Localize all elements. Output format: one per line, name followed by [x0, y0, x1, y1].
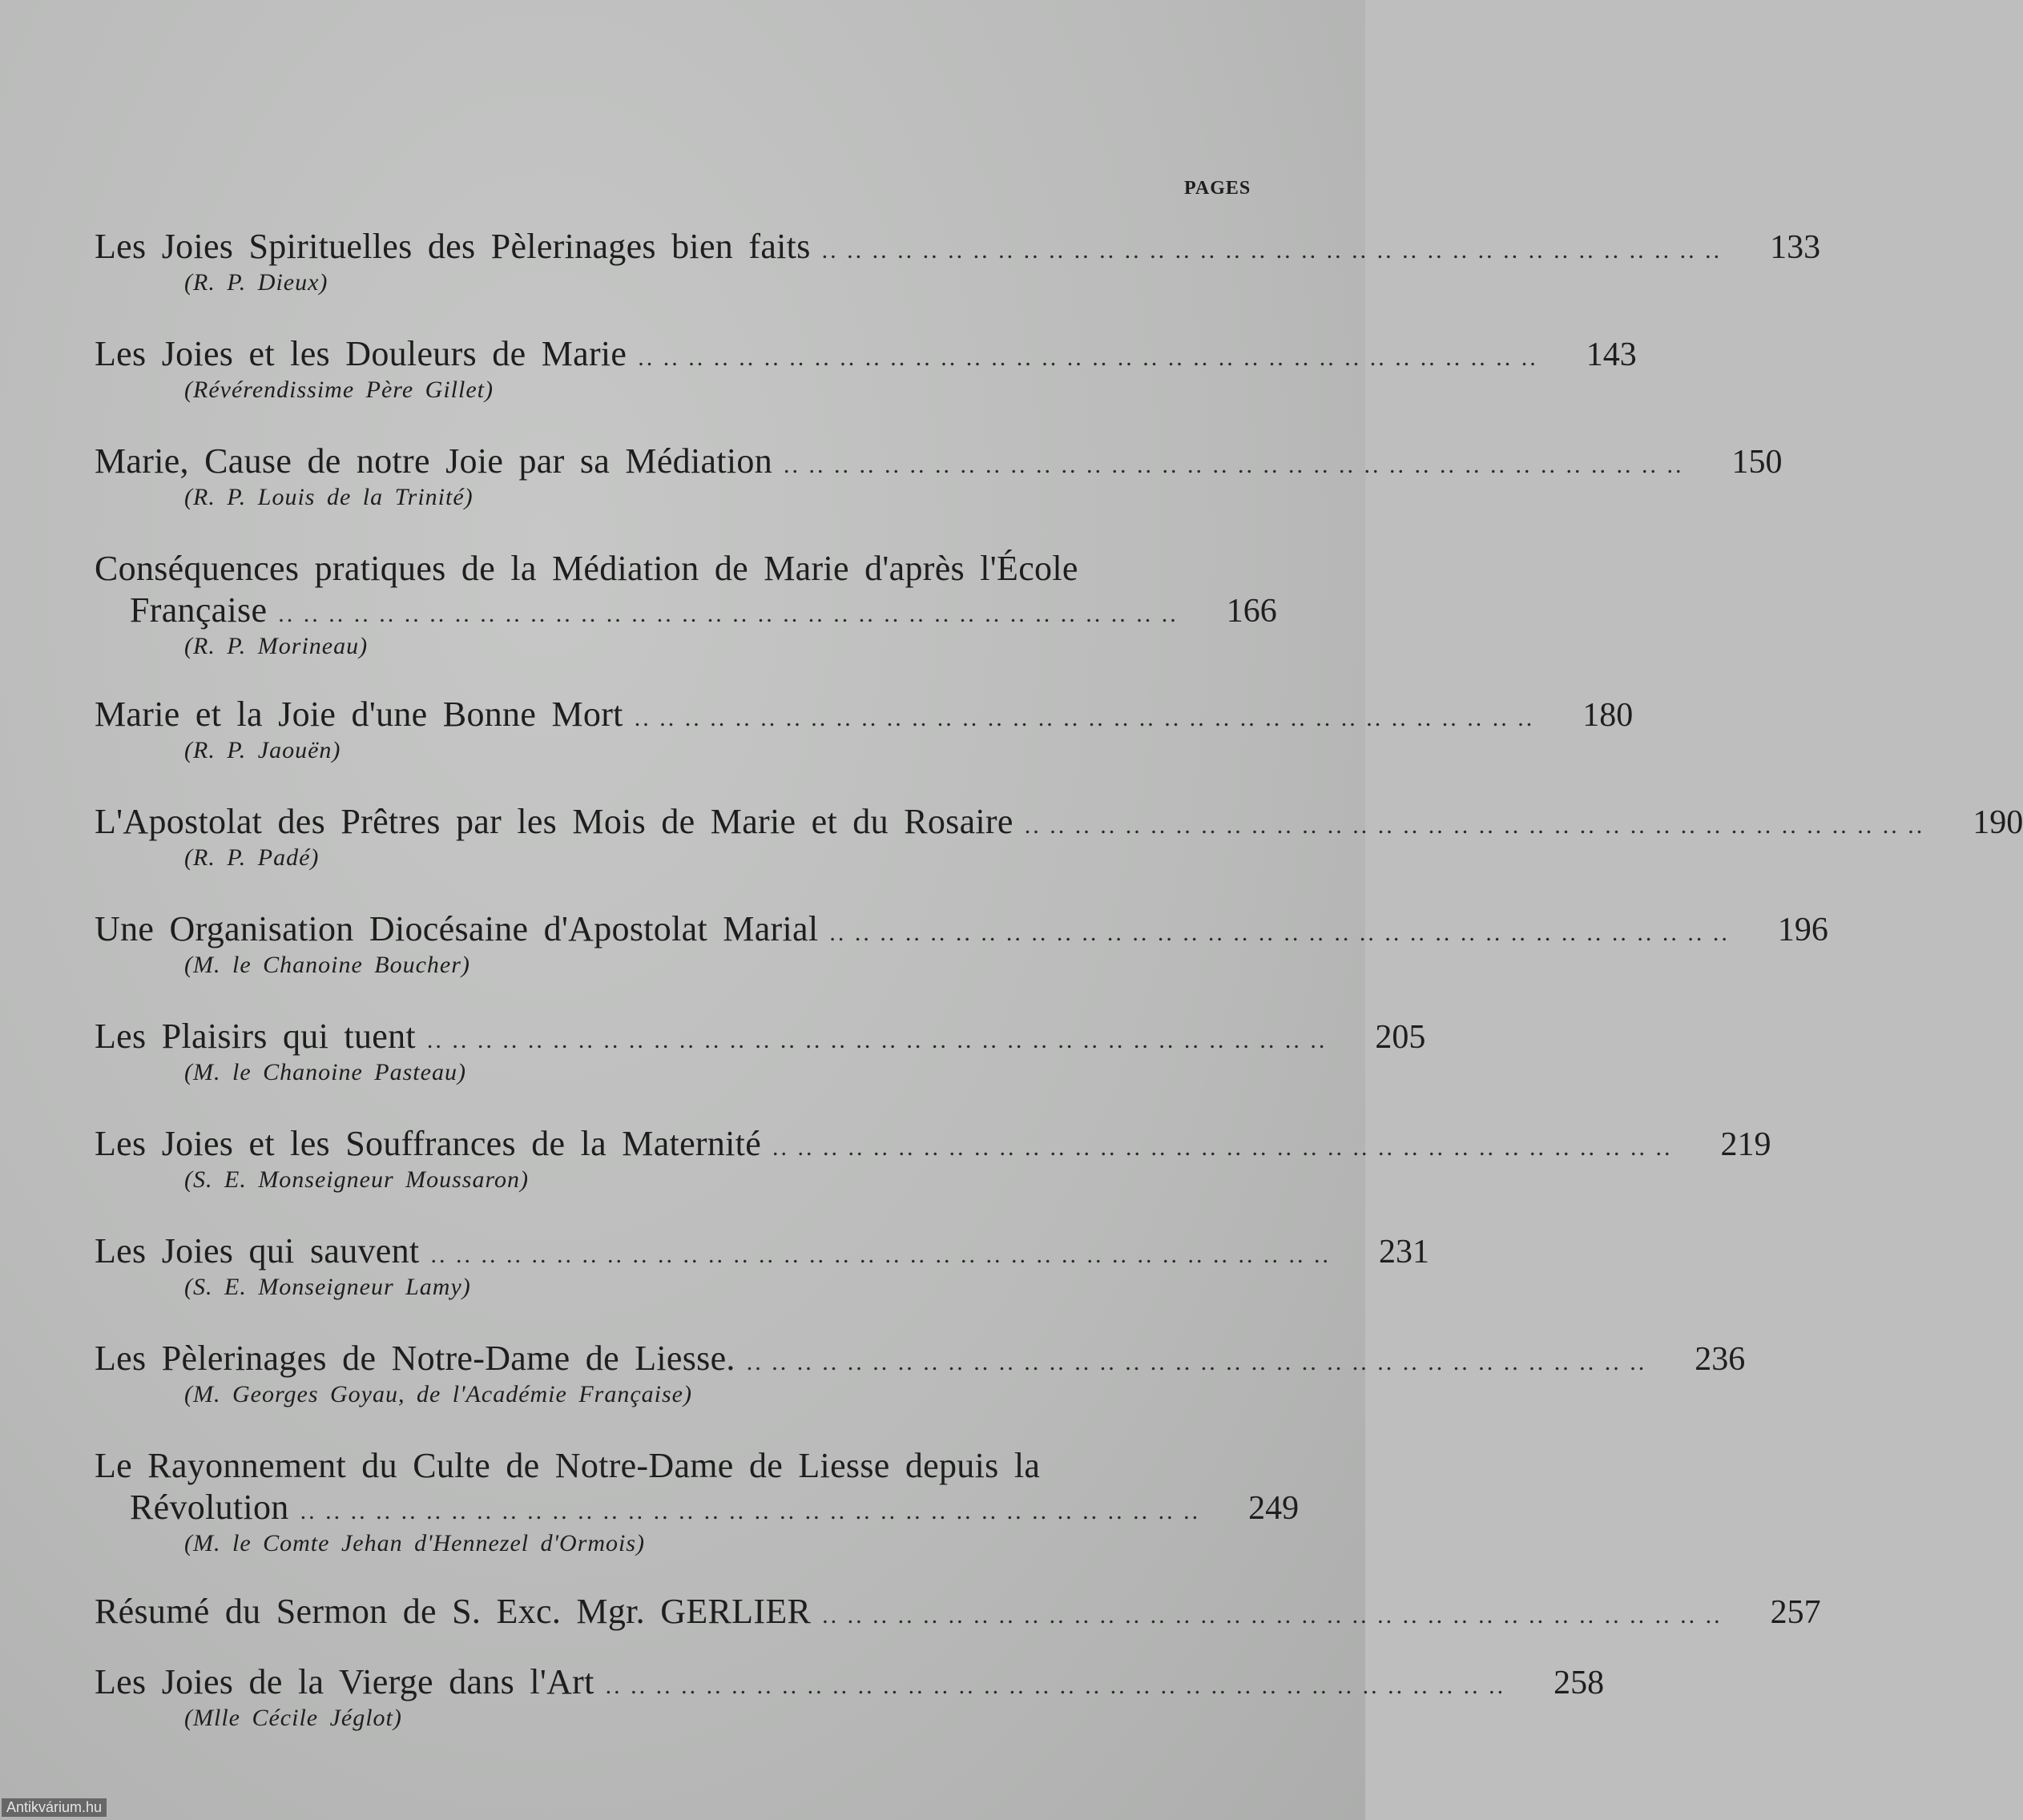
page-number: 258	[1554, 1665, 1605, 1701]
entry-title: Les Joies qui sauvent	[95, 1231, 420, 1270]
entry-title: Les Joies et les Douleurs de Marie	[95, 334, 627, 373]
page-number: 205	[1375, 1019, 1426, 1056]
toc-entry	[95, 908, 1828, 1016]
toc-entry	[95, 226, 1821, 333]
entry-author: (M. le Comte Jehan d'Hennezel d'Ormois)	[184, 1530, 646, 1556]
dot-leader: .. .. .. .. .. .. .. .. .. .. .. .. .. .. .. .. .. .. .. .. .. .. .. .. .. .. .. .. .. .. .. .. .. .. .. ..	[634, 705, 1535, 731]
page-number: 166	[1226, 593, 1277, 630]
page-number: 196	[1777, 912, 1828, 948]
entry-title: Une Organisation Diocésaine d'Apostolat Marial	[95, 909, 819, 948]
entry-title: Les Joies de la Vierge dans l'Art	[95, 1662, 594, 1701]
entry-title: L'Apostolat des Prêtres par les Mois de Marie et du Rosaire	[95, 802, 1014, 841]
toc-entry	[95, 1123, 1771, 1230]
dot-leader: .. .. .. .. .. .. .. .. .. .. .. .. .. .. .. .. .. .. .. .. .. .. .. .. .. .. .. .. .. .. .. .. .. .. .. ..	[821, 237, 1723, 264]
entry-author: (S. E. Monseigneur Moussaron)	[184, 1166, 530, 1193]
dot-leader: .. .. .. .. .. .. .. .. .. .. .. .. .. .. .. .. .. .. .. .. .. .. .. .. .. .. .. .. .. .. .. .. .. .. .. ..	[784, 452, 1684, 478]
entry-author: (M. le Chanoine Pasteau)	[184, 1059, 466, 1085]
dot-leader: .. .. .. .. .. .. .. .. .. .. .. .. .. .. .. .. .. .. .. .. .. .. .. .. .. .. .. .. .. .. .. .. .. .. .. ..	[1024, 812, 1925, 839]
toc-entry	[95, 1016, 1426, 1123]
toc-entry	[95, 1230, 1429, 1338]
page-number: 219	[1720, 1126, 1771, 1163]
entry-title: Marie, Cause de notre Joie par sa Médiation	[95, 441, 772, 481]
dot-leader: .. .. .. .. .. .. .. .. .. .. .. .. .. .. .. .. .. .. .. .. .. .. .. .. .. .. .. .. .. .. .. .. .. .. .. ..	[426, 1027, 1328, 1053]
entry-author: (R. P. Louis de la Trinité)	[184, 484, 474, 510]
pages-column-header: PAGES	[1184, 178, 1251, 199]
dot-leader: .. .. .. .. .. .. .. .. .. .. .. .. .. .. .. .. .. .. .. .. .. .. .. .. .. .. .. .. .. .. .. .. .. .. .. ..	[772, 1134, 1673, 1161]
entry-title: Résumé du Sermon de S. Exc. Mgr. GERLIER	[95, 1592, 812, 1631]
page-number: 231	[1378, 1234, 1429, 1270]
entry-title-line2: Française	[130, 590, 268, 630]
entry-title: Les Plaisirs qui tuent	[95, 1017, 416, 1056]
entry-title: Les Joies Spirituelles des Pèlerinages bien faits	[95, 227, 811, 266]
page-number: 143	[1586, 336, 1637, 373]
page-number: 257	[1770, 1594, 1821, 1631]
dot-leader: .. .. .. .. .. .. .. .. .. .. .. .. .. .. .. .. .. .. .. .. .. .. .. .. .. .. .. .. .. .. .. .. .. .. .. ..	[822, 1602, 1723, 1629]
dot-leader: .. .. .. .. .. .. .. .. .. .. .. .. .. .. .. .. .. .. .. .. .. .. .. .. .. .. .. .. .. .. .. .. .. .. .. ..	[829, 920, 1730, 946]
entry-author: (Révérendissime Père Gillet)	[184, 376, 494, 403]
toc-entry	[95, 694, 1634, 801]
entry-author: (M. le Chanoine Boucher)	[184, 952, 470, 978]
entry-author: (R. P. Dieux)	[184, 269, 328, 296]
toc-entry	[95, 1338, 1746, 1445]
dot-leader: .. .. .. .. .. .. .. .. .. .. .. .. .. .. .. .. .. .. .. .. .. .. .. .. .. .. .. .. .. .. .. .. .. .. .. ..	[300, 1498, 1201, 1524]
page-number: 249	[1248, 1490, 1300, 1527]
entry-author: (S. E. Monseigneur Lamy)	[184, 1274, 471, 1300]
page-number: 190	[1973, 804, 2023, 841]
toc-entry	[95, 333, 1637, 441]
entry-title-line1: Le Rayonnement du Culte de Notre-Dame de Liesse depuis la	[95, 1446, 1041, 1485]
entry-author: (M. Georges Goyau, de l'Académie Française)	[184, 1381, 692, 1407]
table-of-contents	[95, 226, 2023, 1769]
entry-title: Marie et la Joie d'une Bonne Mort	[95, 695, 623, 734]
toc-entry	[95, 441, 1783, 548]
dot-leader: .. .. .. .. .. .. .. .. .. .. .. .. .. .. .. .. .. .. .. .. .. .. .. .. .. .. .. .. .. .. .. .. .. .. .. ..	[638, 344, 1538, 371]
dot-leader: .. .. .. .. .. .. .. .. .. .. .. .. .. .. .. .. .. .. .. .. .. .. .. .. .. .. .. .. .. .. .. .. .. .. .. ..	[605, 1673, 1506, 1699]
dot-leader: .. .. .. .. .. .. .. .. .. .. .. .. .. .. .. .. .. .. .. .. .. .. .. .. .. .. .. .. .. .. .. .. .. .. .. ..	[278, 601, 1179, 627]
entry-title: Les Joies et les Souffrances de la Maternité	[95, 1124, 762, 1163]
page-number: 133	[1770, 229, 1821, 266]
entry-author: (R. P. Jaouën)	[184, 737, 341, 763]
toc-entry	[95, 801, 2023, 908]
toc-entry	[95, 548, 1277, 694]
page-number: 150	[1731, 444, 1783, 481]
toc-entry	[95, 1445, 1300, 1591]
page-number: 236	[1695, 1341, 1746, 1378]
entry-title-line2: Révolution	[130, 1488, 289, 1527]
entry-author: (R. P. Padé)	[184, 844, 320, 871]
entry-author: (R. P. Morineau)	[184, 633, 369, 659]
entry-title-line1: Conséquences pratiques de la Médiation de Marie d'après l'École	[95, 549, 1078, 588]
watermark: Antikvárium.hu	[2, 1798, 107, 1817]
dot-leader: .. .. .. .. .. .. .. .. .. .. .. .. .. .. .. .. .. .. .. .. .. .. .. .. .. .. .. .. .. .. .. .. .. .. .. ..	[430, 1242, 1331, 1268]
toc-entry	[95, 1591, 1821, 1661]
dot-leader: .. .. .. .. .. .. .. .. .. .. .. .. .. .. .. .. .. .. .. .. .. .. .. .. .. .. .. .. .. .. .. .. .. .. .. ..	[746, 1349, 1647, 1375]
entry-title: Les Pèlerinages de Notre-Dame de Liesse.	[95, 1339, 735, 1378]
page-number: 180	[1582, 697, 1634, 734]
entry-author: (Mlle Cécile Jéglot)	[184, 1705, 402, 1731]
toc-entry	[95, 1661, 1605, 1769]
